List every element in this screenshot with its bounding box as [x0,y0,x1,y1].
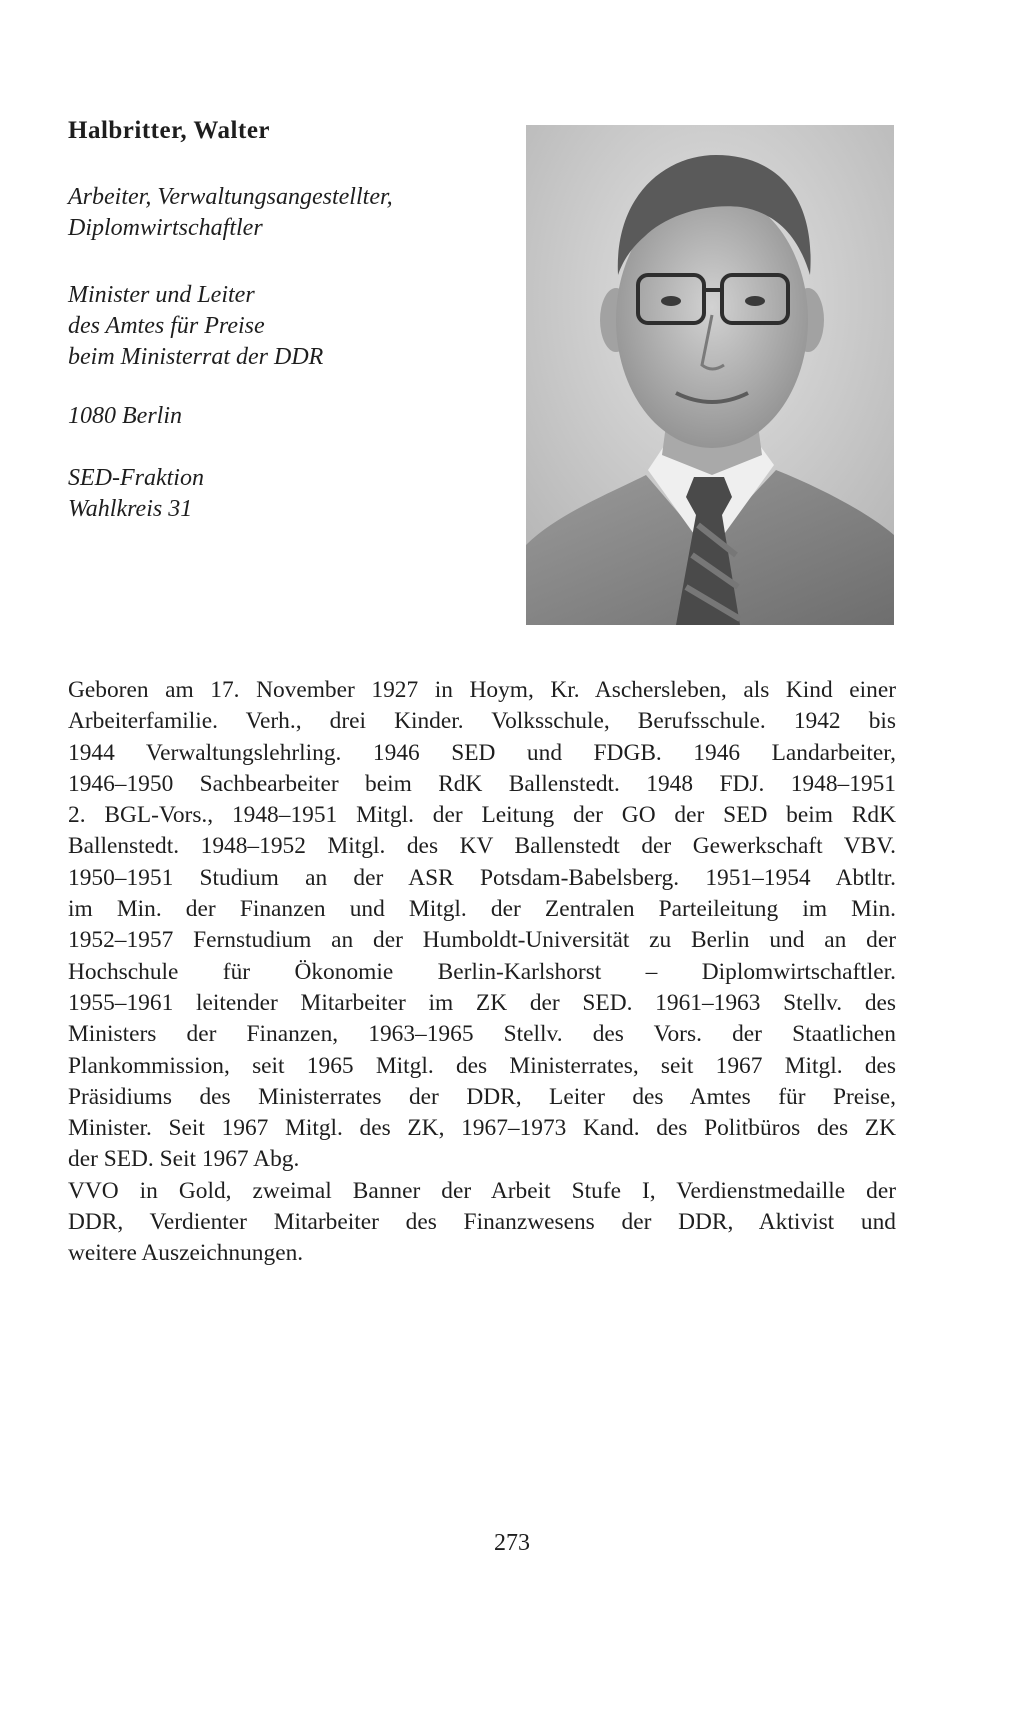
city-line: 1080 Berlin [68,403,182,429]
awards-line: weitere Auszeichnungen. [68,1240,304,1267]
page-number: 273 [494,1530,530,1556]
city-block [68,401,508,432]
biography-line: 1955–1961 leitender Mitarbeiter im ZK der SED. 1961–1963 Stellv. des [68,989,896,1016]
constituency-line: Wahlkreis 31 [68,496,193,522]
biography-line: Ballenstedt. 1948–1952 Mitgl. des KV Ballenstedt der Gewerkschaft VBV. [68,833,896,860]
occupation-line: Arbeiter, Verwaltungsangestellter, [68,184,393,210]
biography-line: im Min. der Finanzen und Mitgl. der Zentralen Parteileitung im Min. [68,896,896,923]
biography-line: Hochschule für Ökonomie Berlin-Karlshorst – Diplomwirtschaftler. [68,958,896,985]
awards-line: VVO in Gold, zweimal Banner der Arbeit Stufe I, Verdienstmedaille der [68,1177,896,1204]
biography-line: Plankommission, seit 1965 Mitgl. des Ministerrates, seit 1967 Mitgl. des [68,1052,896,1079]
position-line: des Amtes für Preise [68,313,265,339]
biography-line: der SED. Seit 1967 Abg. [68,1146,300,1173]
faction-block [68,463,508,525]
biography-line: 1946–1950 Sachbearbeiter beim RdK Ballenstedt. 1948 FDJ. 1948–1951 [68,770,896,797]
biography-text [68,675,896,1270]
awards-line: DDR, Verdienter Mitarbeiter des Finanzwesens der DDR, Aktivist und [68,1209,896,1236]
position-line: beim Ministerrat der DDR [68,344,324,370]
portrait-photo [526,125,894,625]
biography-line: Minister. Seit 1967 Mitgl. des ZK, 1967–1973 Kand. des Politbüros des ZK [68,1115,896,1142]
occupation-block [68,182,508,244]
position-block [68,280,508,373]
biography-line: 1950–1951 Studium an der ASR Potsdam-Babelsberg. 1951–1954 Abtltr. [68,864,896,891]
biography-line: Ministers der Finanzen, 1963–1965 Stellv. des Vors. der Staatlichen [68,1021,896,1048]
biography-line: 1944 Verwaltungslehrling. 1946 SED und FDGB. 1946 Landarbeiter, [68,739,896,766]
position-line: Minister und Leiter [68,282,255,308]
biography-line: Arbeiterfamilie. Verh., drei Kinder. Volksschule, Berufsschule. 1942 bis [68,708,896,735]
biography-line: Präsidiums des Ministerrates der DDR, Leiter des Amtes für Preise, [68,1083,896,1110]
portrait-photo-icon [526,125,894,625]
occupation-line: Diplomwirtschaftler [68,215,263,241]
faction-line: SED-Fraktion [68,465,204,491]
entry-name: Halbritter, Walter [68,117,271,144]
biography-line: 2. BGL-Vors., 1948–1951 Mitgl. der Leitung der GO der SED beim RdK [68,802,896,829]
biography-line: Geboren am 17. November 1927 in Hoym, Kr. Aschersleben, als Kind einer [68,677,896,703]
biography-line: 1952–1957 Fernstudium an der Humboldt-Universität zu Berlin und an der [68,927,896,954]
